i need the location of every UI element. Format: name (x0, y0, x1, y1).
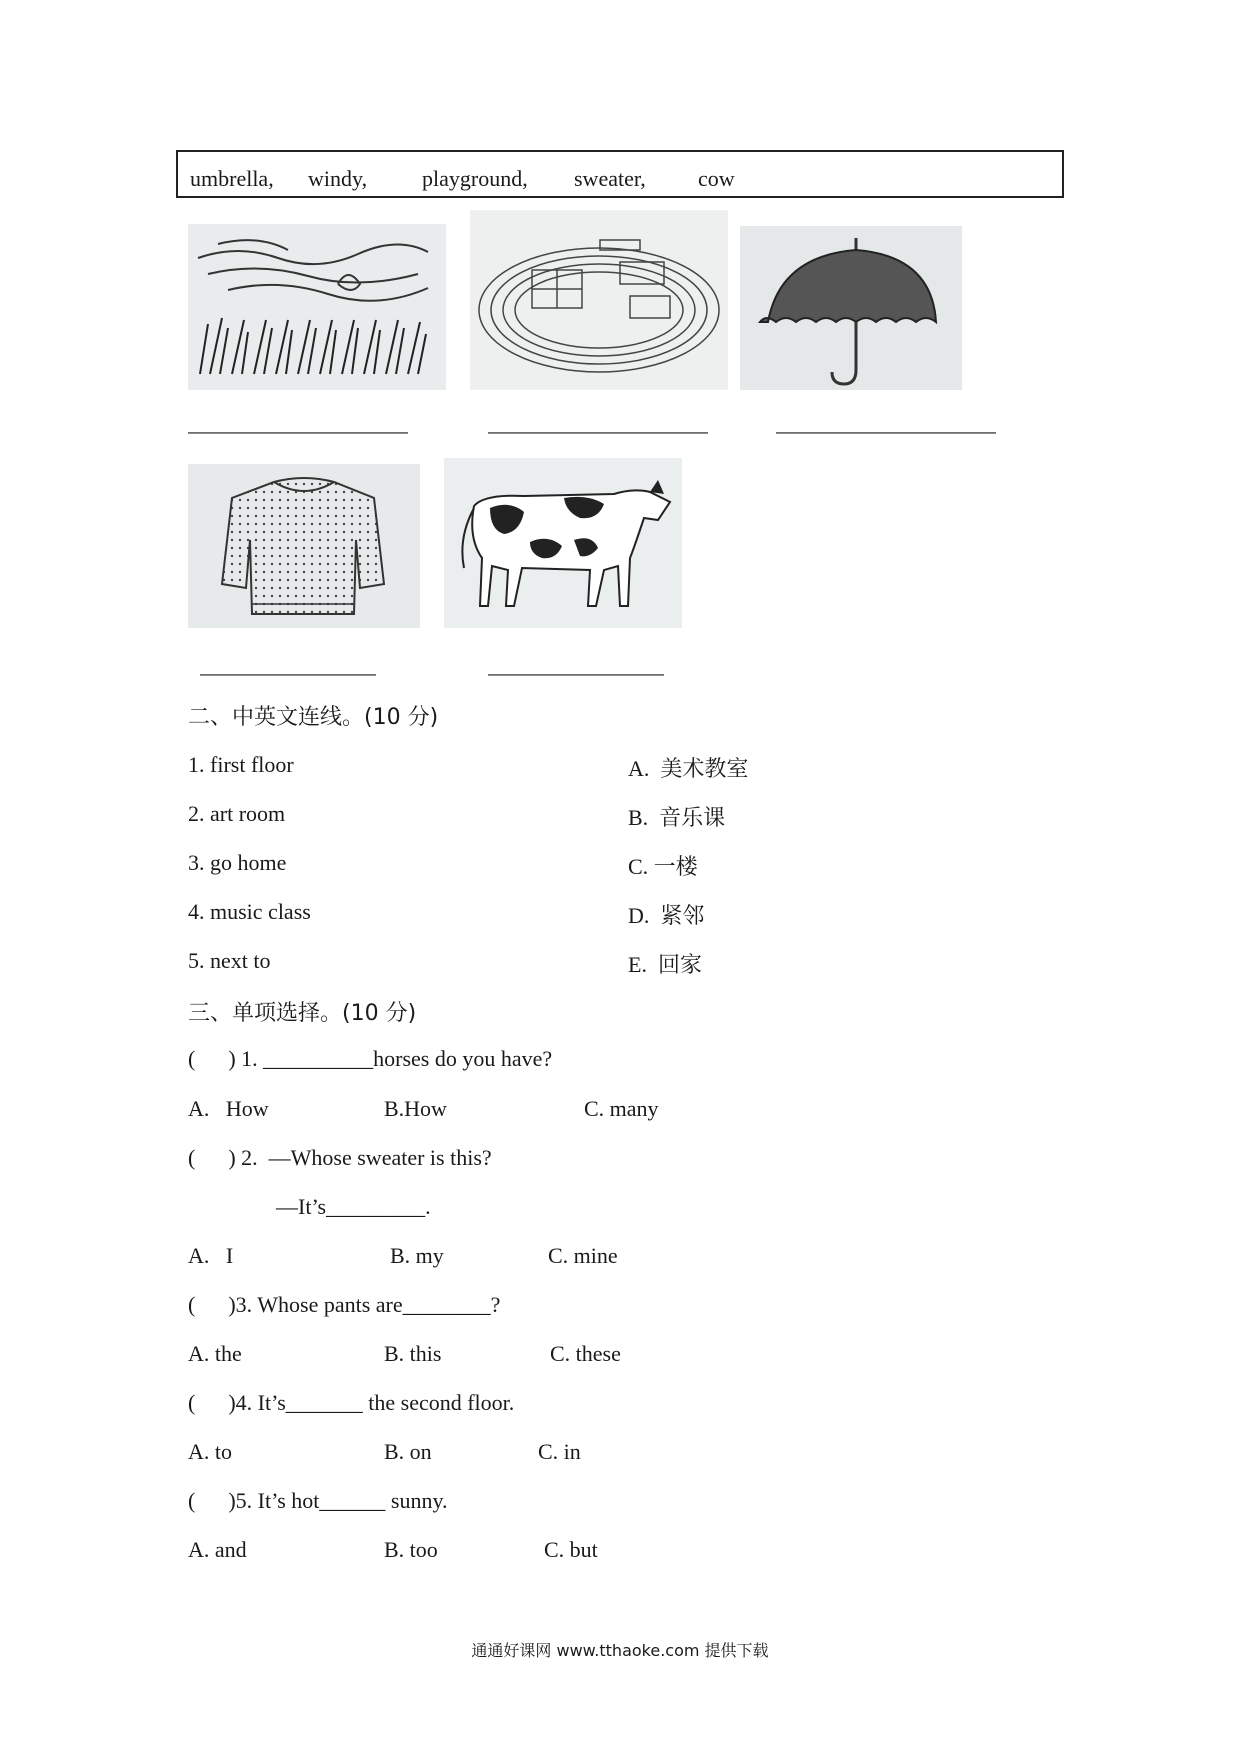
windy-scene-icon (188, 224, 446, 390)
option-c: C. in (538, 1439, 581, 1464)
word-bank-item: playground, (422, 166, 528, 191)
answer-blank: —————————— (188, 418, 408, 443)
cow-icon (444, 458, 682, 628)
section-heading: 二、中英文连线。(10 分) (188, 705, 439, 730)
match-left-item: 2. art room (188, 801, 286, 826)
option-a: A. I (188, 1243, 234, 1268)
match-left-item: 4. music class (188, 899, 311, 924)
question-stem: ( )5. It’s hot______ sunny. (188, 1488, 448, 1513)
option-a: A. How (188, 1096, 269, 1121)
match-right-item: D. 紧邻 (628, 903, 705, 928)
page-footer: 通通好课网 www.tthaoke.com 提供下载 (471, 1641, 769, 1660)
question-reply: —It’s_________. (276, 1194, 431, 1219)
option-b: B. this (384, 1341, 442, 1366)
option-a: A. the (188, 1341, 242, 1366)
word-bank-item: cow (698, 166, 735, 191)
answer-blank: —————————— (776, 418, 996, 443)
match-right-item: E. 回家 (628, 952, 702, 977)
word-bank-item: sweater, (574, 166, 646, 191)
answer-blank: ———————— (488, 660, 664, 685)
match-right-item: A. 美术教室 (628, 756, 749, 781)
option-a: A. to (188, 1439, 232, 1464)
match-left-item: 3. go home (188, 850, 287, 875)
option-a: A. and (188, 1537, 247, 1562)
word-bank-item: umbrella, (190, 166, 274, 191)
word-bank-box (176, 150, 1064, 198)
option-b: B. too (384, 1537, 438, 1562)
word-bank-item: windy, (308, 166, 368, 191)
option-c: C. these (550, 1341, 621, 1366)
option-c: C. many (584, 1096, 659, 1121)
option-b: B.How (384, 1096, 447, 1121)
option-b: B. on (384, 1439, 432, 1464)
option-c: C. but (544, 1537, 598, 1562)
sweater-icon (188, 464, 420, 628)
option-c: C. mine (548, 1243, 618, 1268)
answer-blank: ———————— (200, 660, 376, 685)
option-b: B. my (390, 1243, 444, 1268)
question-stem: ( )4. It’s_______ the second floor. (188, 1390, 515, 1415)
playground-icon (470, 210, 728, 390)
match-left-item: 5. next to (188, 948, 271, 973)
section-heading: 三、单项选择。(10 分) (188, 1001, 417, 1026)
match-right-item: B. 音乐课 (628, 805, 726, 830)
question-stem: ( )3. Whose pants are________? (188, 1292, 501, 1317)
match-left-item: 1. first floor (188, 752, 294, 777)
umbrella-icon (740, 226, 962, 390)
question-stem: ( ) 2. —Whose sweater is this? (188, 1145, 492, 1170)
question-stem: ( ) 1. __________horses do you have? (188, 1046, 553, 1071)
answer-blank: —————————— (488, 418, 708, 443)
match-right-item: C. 一楼 (628, 854, 698, 879)
